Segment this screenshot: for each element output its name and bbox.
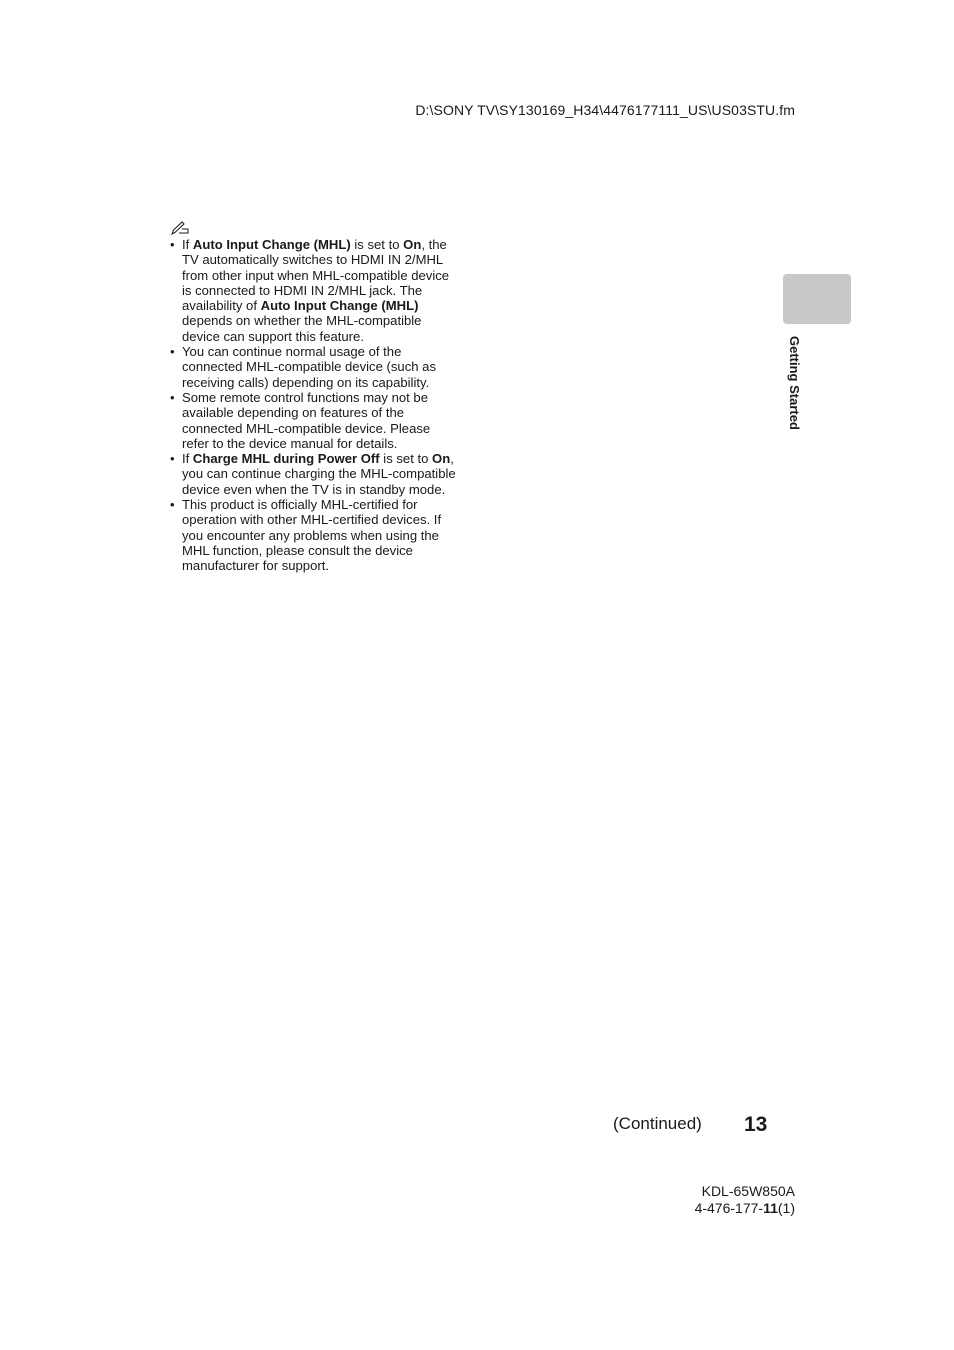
page-number: 13: [744, 1113, 768, 1136]
note-item-mhl-certified: • This product is officially MHL-certified for operation with other MHL-certified devices. If you encounter any problems when using the MHL function, please consult the device manufacturer for support.: [170, 497, 460, 573]
file-path: D:\SONY TV\SY130169_H34\4476177111_US\US03STU.fm: [415, 102, 795, 118]
note-item-normal-usage: • You can continue normal usage of the connected MHL-compatible device (such as receiving calls) depending on its capability.: [170, 344, 460, 390]
pencil-note-icon: [170, 220, 190, 236]
note-item-remote-functions: • Some remote control functions may not be available depending on features of the connected MHL-compatible device. Please refer to the device manual for details.: [170, 390, 460, 451]
footer-codes: [695, 1183, 795, 1217]
note-list: [170, 237, 460, 574]
part-code: 4-476-177-11(1): [694, 1200, 795, 1216]
note-item-charge-mhl: • If Charge MHL during Power Off is set to On, you can continue charging the MHL-compatible device even when the TV is in standby mode.: [170, 451, 460, 497]
note-section: [170, 220, 460, 574]
note-item-auto-input-change: • If Auto Input Change (MHL) is set to On, the TV automatically switches to HDMI IN 2/MHL from other input when MHL-compatible device is connected to HDMI IN 2/MHL jack. The availability of Auto Input Change (MHL) depends on whether the MHL-compatible device can support this feature.: [170, 237, 460, 344]
section-label: Getting Started: [787, 336, 802, 430]
continued-label: (Continued): [613, 1114, 702, 1133]
model-number: KDL-65W850A: [701, 1183, 795, 1199]
section-tab: [783, 274, 851, 324]
